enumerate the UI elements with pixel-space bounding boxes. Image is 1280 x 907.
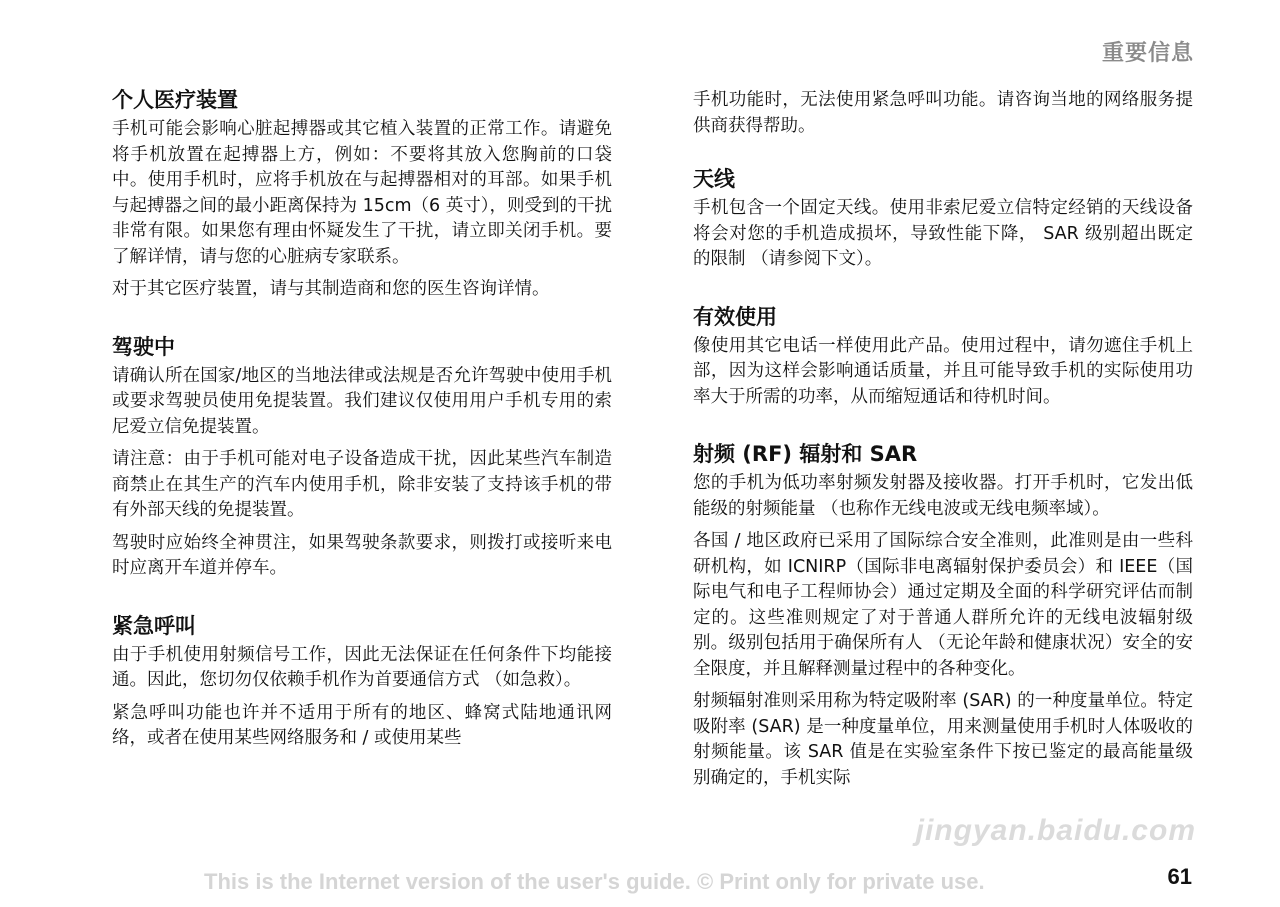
section-antenna [693, 165, 1193, 273]
section-heading: 个人医疗装置 [112, 88, 238, 112]
running-header: 重要信息 [1101, 41, 1194, 66]
paragraph: 您的手机为低功率射频发射器及接收器。打开手机时，它发出低能级的射频能量 （也称作无线电波或无线电频率域）。 [693, 473, 1193, 519]
section-heading: 射频 (RF) 辐射和 SAR [693, 442, 918, 466]
paragraph: 手机可能会影响心脏起搏器或其它植入装置的正常工作。请避免将手机放置在起搏器上方，例如：不要将其放入您胸前的口袋中。使用手机时，应将手机放在与起搏器相对的耳部。如果手机与起搏器之间的最小距离保持为 15cm（6 英寸），则受到的干扰非常有限。如果您有理由怀疑发生了干扰，请立即关闭手机。要了解详情，请与您的心脏病专家联系。 [112, 119, 612, 267]
section-heading: 天线 [693, 167, 735, 191]
section-emergency-continued [693, 88, 1193, 139]
paragraph: 紧急呼叫功能也许并不适用于所有的地区、蜂窝式陆地通讯网络，或者在使用某些网络服务和 / 或使用某些 [112, 702, 612, 748]
section-efficient-use [693, 303, 1193, 411]
watermark: jingyan.baidu.com [915, 814, 1196, 847]
right-column [693, 88, 1193, 821]
section-medical-devices [112, 86, 612, 303]
paragraph: 射频辐射准则采用称为特定吸附率 (SAR) 的一种度量单位。特定吸附率 (SAR) 是一种度量单位，用来测量使用手机时人体吸收的射频能量。该 SAR 值是在实验室条件下按已鉴定的最高能量级别确定的，手机实际 [693, 691, 1193, 788]
section-driving [112, 333, 612, 582]
paragraph: 手机功能时，无法使用紧急呼叫功能。请咨询当地的网络服务提供商获得帮助。 [693, 90, 1193, 136]
section-heading: 紧急呼叫 [112, 613, 196, 638]
paragraph: 像使用其它电话一样使用此产品。使用过程中，请勿遮住手机上部，因为这样会影响通话质量，并且可能导致手机的实际使用功率大于所需的功率，从而缩短通话和待机时间。 [693, 335, 1193, 407]
section-rf-sar [693, 440, 1193, 791]
paragraph: 驾驶时应始终全神贯注，如果驾驶条款要求，则拨打或接听来电时应离开车道并停车。 [112, 532, 612, 578]
left-column [112, 86, 612, 782]
paragraph: 由于手机使用射频信号工作，因此无法保证在任何条件下均能接通。因此，您切勿仅依赖手机作为首要通信方式 （如急救）。 [112, 644, 612, 690]
paragraph: 请注意：由于手机可能对电子设备造成干扰，因此某些汽车制造商禁止在其生产的汽车内使用手机，除非安装了支持该手机的带有外部天线的免提装置。 [112, 449, 612, 520]
paragraph: 各国 / 地区政府已采用了国际综合安全准则，此准则是由一些科研机构，如 ICNIRP（国际非电离辐射保护委员会）和 IEEE（国际电气和电子工程师协会）通过定期及全面的科学研究评估而制定的。这些准则规定了对于普通人群所允许的无线电波辐射级别。级别包括用于确保所有人 （无论年龄和健康状况）安全的安全限度，并且解释测量过程中的各种变化。 [693, 531, 1193, 679]
page-number: 61 [1167, 864, 1192, 889]
section-heading: 驾驶中 [112, 334, 175, 359]
section-emergency-calls [112, 612, 612, 752]
section-heading: 有效使用 [693, 304, 777, 329]
paragraph: 对于其它医疗装置，请与其制造商和您的医生咨询详情。 [112, 279, 550, 299]
footer-notice: This is the Internet version of the user's guide. © Print only for private use. [204, 869, 985, 894]
paragraph: 手机包含一个固定天线。使用非索尼爱立信特定经销的天线设备将会对您的手机造成损坏，导致性能下降， SAR 级别超出既定的限制 （请参阅下文）。 [693, 198, 1193, 269]
paragraph: 请确认所在国家/地区的当地法律或法规是否允许驾驶中使用手机或要求驾驶员使用免提装置。我们建议仅使用用户手机专用的索尼爱立信免提装置。 [112, 365, 612, 437]
